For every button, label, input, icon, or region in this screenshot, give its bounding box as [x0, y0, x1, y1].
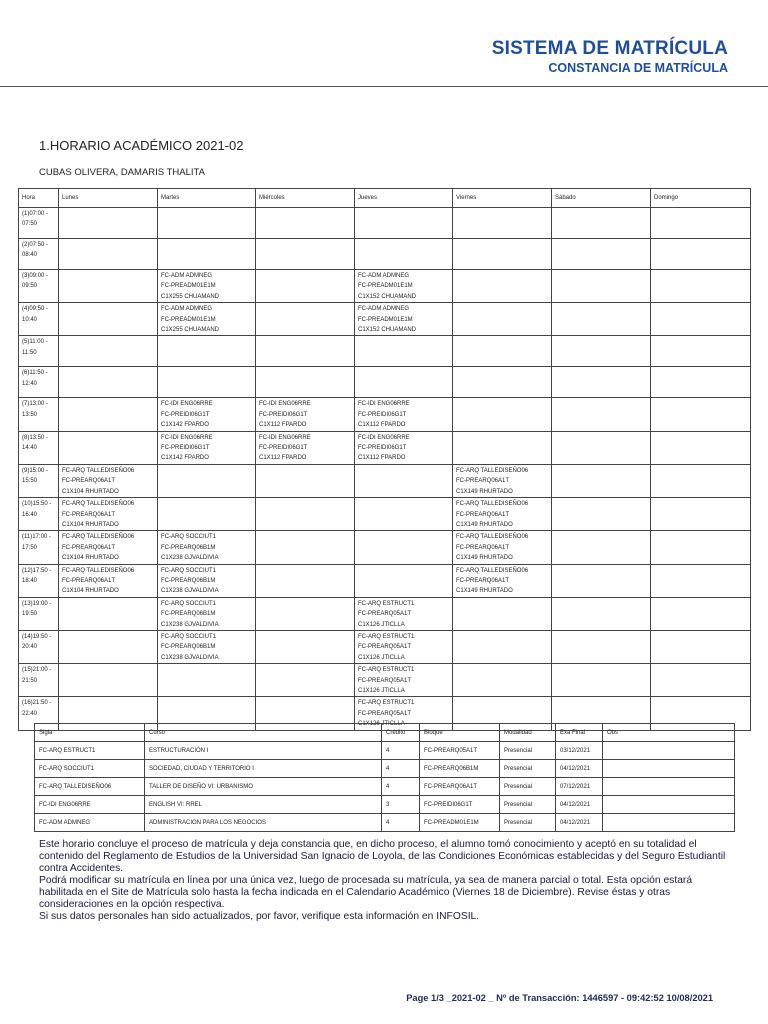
schedule-slot-cell — [453, 498, 552, 531]
schedule-slot-cell — [256, 664, 355, 697]
courses-header-cell: Curso — [145, 724, 382, 742]
schedule-slot-cell — [256, 597, 355, 630]
schedule-slot-cell — [355, 208, 453, 239]
schedule-slot-cell — [651, 208, 751, 239]
schedule-slot-line: FC-ARQ TALLEDISEÑO06 — [62, 467, 135, 474]
schedule-header-cell: Jueves — [355, 189, 453, 208]
schedule-slot-cell — [59, 464, 158, 497]
schedule-slot-cell — [552, 270, 651, 303]
section-title: 1.HORARIO ACADÉMICO 2021-02 — [39, 138, 244, 153]
schedule-slot-line: FC-IDI ENG06RRE — [259, 401, 311, 408]
schedule-slot-cell — [158, 464, 256, 497]
schedule-slot-cell — [59, 498, 158, 531]
schedule-header-cell: Viernes — [453, 189, 552, 208]
schedule-header-cell: Hora — [19, 189, 59, 208]
courses-header-cell: Modalidad — [500, 724, 556, 742]
schedule-row — [19, 367, 751, 398]
info-paragraph: Podrá modificar su matrícula en línea por una única vez, luego de procesada su matrícula, ya sea de manera parcial o total. Esta opción estará habilitada en el Site de Matrícula solo hasta la fecha indicada en el Calendario Académico (Viernes 18 de Diciembre). Revise éstas y otras consideraciones en la opción respectiva. — [39, 875, 693, 910]
schedule-slot-cell — [158, 303, 256, 336]
schedule-hour-cell: (8)13:50 - 14:40 — [19, 431, 59, 464]
courses-cell: ESTRUCTURACIÓN I — [145, 742, 382, 760]
courses-cell: 4 — [382, 742, 420, 760]
schedule-slot-cell — [453, 431, 552, 464]
schedule-slot-cell — [59, 367, 158, 398]
schedule-slot-cell — [552, 336, 651, 367]
student-name: CUBAS OLIVERA, DAMARIS THALITA — [39, 167, 205, 178]
schedule-slot-line: C1X238 GJVALDIVIA — [161, 621, 219, 628]
schedule-slot-line: FC-PREADM01E1M — [161, 283, 216, 290]
schedule-slot-cell — [256, 464, 355, 497]
schedule-hour-cell: (3)09:00 - 09:50 — [19, 270, 59, 303]
courses-cell: FC-IDI ENG06RRE — [35, 796, 145, 814]
schedule-slot-line: FC-ARQ ESTRUCT1 — [358, 600, 415, 607]
info-text — [39, 839, 729, 923]
schedule-slot-cell — [651, 336, 751, 367]
schedule-slot-cell — [59, 664, 158, 697]
schedule-body — [19, 208, 751, 731]
schedule-slot-line: FC-ARQ SOCCIUT1 — [161, 633, 217, 640]
schedule-slot-line: FC-PREARQ06A1T — [456, 577, 510, 584]
schedule-hour-cell: (13)19:00 - 19:50 — [19, 597, 59, 630]
schedule-slot-cell — [158, 336, 256, 367]
courses-row — [35, 760, 735, 778]
courses-row — [35, 814, 735, 832]
schedule-slot-cell — [453, 464, 552, 497]
schedule-slot-cell — [552, 564, 651, 597]
schedule-slot-cell — [59, 431, 158, 464]
schedule-slot-cell — [651, 464, 751, 497]
schedule-slot-line: FC-PREARQ06A1T — [456, 511, 510, 518]
courses-cell — [603, 742, 735, 760]
schedule-slot-cell — [453, 398, 552, 431]
schedule-slot-cell — [355, 270, 453, 303]
schedule-slot-cell — [651, 664, 751, 697]
schedule-row — [19, 239, 751, 270]
schedule-slot-cell — [158, 431, 256, 464]
schedule-slot-line: FC-IDI ENG06RRE — [259, 434, 311, 441]
schedule-slot-cell — [256, 270, 355, 303]
schedule-slot-cell — [651, 239, 751, 270]
schedule-slot-line: C1X149 RHURTADO — [456, 588, 513, 595]
schedule-slot-cell — [552, 239, 651, 270]
schedule-hour-cell: (4)09:50 - 10:40 — [19, 303, 59, 336]
courses-cell: 04/12/2021 — [556, 814, 603, 832]
schedule-slot-cell — [158, 630, 256, 663]
schedule-slot-cell — [651, 630, 751, 663]
schedule-slot-cell — [552, 208, 651, 239]
schedule-header-cell: Domingo — [651, 189, 751, 208]
schedule-slot-cell — [256, 208, 355, 239]
schedule-slot-line: FC-PREARQ05A1T — [358, 644, 412, 651]
schedule-header-cell: Martes — [158, 189, 256, 208]
courses-cell: 3 — [382, 796, 420, 814]
schedule-slot-line: FC-ARQ TALLEDISEÑO06 — [62, 567, 135, 574]
schedule-slot-line: C1X126 JTICLLA — [358, 688, 405, 694]
schedule-slot-cell — [552, 630, 651, 663]
schedule-slot-line: FC-ADM ADMNEG — [358, 306, 409, 313]
schedule-slot-cell — [355, 464, 453, 497]
courses-cell: Presencial — [500, 814, 556, 832]
schedule-slot-line: C1X238 GJVALDIVIA — [161, 588, 219, 595]
schedule-hour-cell: (9)15:00 - 15:50 — [19, 464, 59, 497]
schedule-slot-cell — [59, 303, 158, 336]
schedule-slot-line: FC-ARQ TALLEDISEÑO06 — [456, 567, 529, 574]
schedule-slot-line: FC-PREARQ06A1T — [62, 478, 116, 485]
schedule-hour-cell: (10)15:50 - 16:40 — [19, 498, 59, 531]
schedule-slot-cell — [651, 498, 751, 531]
schedule-slot-cell — [651, 270, 751, 303]
courses-header-cell: Obs — [603, 724, 735, 742]
schedule-slot-cell — [453, 564, 552, 597]
courses-cell: TALLER DE DISEÑO VI: URBANISMO — [145, 778, 382, 796]
schedule-slot-line: FC-PREIDI06G1T — [259, 445, 308, 452]
schedule-slot-cell — [355, 303, 453, 336]
header-divider — [0, 86, 768, 87]
schedule-slot-line: C1X142 FPARDO — [161, 422, 209, 429]
schedule-slot-line: C1X149 RHURTADO — [456, 555, 513, 562]
schedule-slot-line: FC-PREARQ05A1T — [358, 677, 412, 684]
schedule-row — [19, 303, 751, 336]
schedule-slot-cell — [158, 531, 256, 564]
schedule-slot-line: FC-ARQ TALLEDISEÑO06 — [62, 501, 135, 508]
schedule-slot-cell — [651, 367, 751, 398]
schedule-slot-cell — [59, 336, 158, 367]
schedule-slot-line: FC-ARQ SOCCIUT1 — [161, 567, 217, 574]
schedule-slot-line: FC-PREARQ06B1M — [161, 611, 216, 618]
courses-cell: 04/12/2021 — [556, 796, 603, 814]
schedule-slot-line: C1X112 FPARDO — [358, 455, 406, 462]
courses-row — [35, 796, 735, 814]
schedule-slot-line: FC-PREARQ06B1M — [161, 577, 216, 584]
schedule-slot-line: FC-IDI ENG06RRE — [358, 401, 410, 408]
schedule-slot-cell — [552, 531, 651, 564]
schedule-hour-cell: (5)11:00 - 11:50 — [19, 336, 59, 367]
schedule-slot-line: FC-PREARQ06A1T — [62, 577, 116, 584]
schedule-row — [19, 398, 751, 431]
schedule-slot-cell — [453, 270, 552, 303]
schedule-row — [19, 208, 751, 239]
schedule-slot-cell — [59, 564, 158, 597]
schedule-slot-line: FC-ARQ TALLEDISEÑO06 — [62, 534, 135, 541]
schedule-hour-cell: (15)21:00 - 21:50 — [19, 664, 59, 697]
schedule-slot-cell — [59, 531, 158, 564]
courses-cell: FC-PREARQ06A1T — [420, 778, 500, 796]
schedule-slot-cell — [355, 239, 453, 270]
schedule-slot-cell — [651, 431, 751, 464]
schedule-slot-cell — [453, 367, 552, 398]
schedule-slot-line: FC-ARQ TALLEDISEÑO06 — [456, 534, 529, 541]
courses-cell: ENGLISH VI: RREL — [145, 796, 382, 814]
schedule-slot-line: C1X152 CHUAMAND — [358, 293, 417, 300]
schedule-slot-cell — [355, 498, 453, 531]
schedule-slot-line: FC-ARQ SOCCIUT1 — [161, 600, 217, 607]
schedule-hour-cell: (1)07:00 - 07:50 — [19, 208, 59, 239]
schedule-slot-line: FC-ARQ ESTRUCT1 — [358, 633, 415, 640]
schedule-table — [18, 188, 751, 731]
courses-row — [35, 778, 735, 796]
schedule-slot-cell — [59, 630, 158, 663]
header-subtitle: CONSTANCIA DE MATRÍCULA — [548, 61, 728, 75]
schedule-slot-cell — [256, 336, 355, 367]
schedule-slot-line: FC-ADM ADMNEG — [161, 273, 212, 279]
schedule-slot-line: FC-PREARQ06B1M — [161, 644, 216, 651]
schedule-slot-line: C1X104 RHURTADO — [62, 521, 119, 528]
courses-cell: ADMINISTRACION PARA LOS NEGOCIOS — [145, 814, 382, 832]
schedule-slot-cell — [256, 431, 355, 464]
schedule-slot-cell — [158, 498, 256, 531]
schedule-slot-cell — [552, 664, 651, 697]
schedule-slot-cell — [158, 398, 256, 431]
schedule-slot-line: C1X238 GJVALDIVIA — [161, 654, 219, 661]
schedule-slot-line: FC-ADM ADMNEG — [161, 306, 212, 313]
schedule-slot-cell — [355, 564, 453, 597]
schedule-slot-cell — [453, 597, 552, 630]
schedule-slot-cell — [355, 630, 453, 663]
courses-cell: 04/12/2021 — [556, 760, 603, 778]
schedule-hour-cell: (11)17:00 - 17:50 — [19, 531, 59, 564]
schedule-slot-line: C1X126 JTICLLA — [358, 654, 405, 661]
schedule-slot-cell — [651, 531, 751, 564]
schedule-slot-line: C1X112 FPARDO — [259, 422, 307, 429]
schedule-slot-cell — [453, 303, 552, 336]
schedule-slot-line: FC-PREIDI06G1T — [259, 411, 308, 418]
schedule-slot-cell — [59, 398, 158, 431]
courses-cell: 03/12/2021 — [556, 742, 603, 760]
schedule-slot-cell — [158, 597, 256, 630]
schedule-hour-cell: (6)11:50 - 12:40 — [19, 367, 59, 398]
schedule-slot-line: C1X255 CHUAMAND — [161, 293, 220, 300]
courses-cell — [603, 814, 735, 832]
schedule-row — [19, 531, 751, 564]
schedule-slot-cell — [355, 367, 453, 398]
schedule-row — [19, 336, 751, 367]
schedule-header-cell: Sábado — [552, 189, 651, 208]
schedule-slot-line: FC-PREARQ05A1T — [358, 710, 412, 717]
info-paragraph: Este horario concluye el proceso de matrícula y deja constancia que, en dicho proceso, el alumno tomó conocimiento y aceptó en su totalidad el contenido del Reglamento de Estudios de la Universidad San Ignacio de Loyola, de las Condiciones Económicas establecidas y del Seguro Estudiantil contra Accidentes. — [39, 839, 726, 874]
courses-cell: 07/12/2021 — [556, 778, 603, 796]
schedule-slot-cell — [453, 239, 552, 270]
schedule-slot-cell — [552, 498, 651, 531]
courses-cell: FC-PREIDI06G1T — [420, 796, 500, 814]
courses-cell: Presencial — [500, 778, 556, 796]
schedule-slot-cell — [552, 367, 651, 398]
schedule-slot-cell — [59, 239, 158, 270]
schedule-slot-cell — [453, 630, 552, 663]
schedule-slot-line: C1X149 RHURTADO — [456, 488, 513, 495]
courses-cell: FC-ADM ADMNEG — [35, 814, 145, 832]
schedule-row — [19, 431, 751, 464]
courses-cell — [603, 796, 735, 814]
schedule-slot-cell — [256, 630, 355, 663]
courses-header-cell: Bloque — [420, 724, 500, 742]
schedule-slot-line: FC-PREARQ06A1T — [456, 544, 510, 551]
schedule-slot-line: C1X142 FPARDO — [161, 455, 209, 462]
courses-cell: 4 — [382, 778, 420, 796]
courses-row — [35, 742, 735, 760]
schedule-slot-line: FC-PREARQ06A1T — [62, 544, 116, 551]
schedule-slot-line: C1X104 RHURTADO — [62, 588, 119, 595]
schedule-slot-cell — [552, 431, 651, 464]
courses-cell: FC-ARQ SOCCIUT1 — [35, 760, 145, 778]
schedule-row — [19, 630, 751, 663]
schedule-slot-line: FC-PREARQ05A1T — [358, 611, 412, 618]
schedule-slot-line: C1X112 FPARDO — [259, 455, 307, 462]
schedule-hour-cell: (12)17:50 - 18:40 — [19, 564, 59, 597]
schedule-slot-line: C1X238 GJVALDIVIA — [161, 555, 219, 562]
schedule-slot-cell — [453, 208, 552, 239]
schedule-slot-line: FC-IDI ENG06RRE — [161, 434, 213, 441]
schedule-header-cell: Lunes — [59, 189, 158, 208]
schedule-slot-cell — [256, 303, 355, 336]
courses-header-row — [35, 724, 735, 742]
schedule-row — [19, 464, 751, 497]
schedule-row — [19, 597, 751, 630]
schedule-slot-line: FC-ARQ ESTRUCT1 — [358, 667, 415, 674]
schedule-slot-line: C1X126 JTICLLA — [358, 621, 405, 628]
schedule-slot-cell — [552, 464, 651, 497]
schedule-slot-cell — [256, 531, 355, 564]
schedule-slot-cell — [256, 239, 355, 270]
courses-header-cell: Sigla — [35, 724, 145, 742]
schedule-slot-line: C1X126 JTICLLA — [358, 721, 405, 728]
schedule-slot-cell — [651, 303, 751, 336]
schedule-slot-cell — [59, 208, 158, 239]
courses-cell: FC-ARQ ESTRUCT1 — [35, 742, 145, 760]
courses-cell: FC-PREADM01E1M — [420, 814, 500, 832]
schedule-slot-line: FC-PREADM01E1M — [161, 316, 216, 323]
schedule-row — [19, 498, 751, 531]
schedule-hour-cell: (7)13:00 - 13:50 — [19, 398, 59, 431]
schedule-hour-cell: (14)19:50 - 20:40 — [19, 630, 59, 663]
schedule-slot-cell — [158, 367, 256, 398]
schedule-slot-cell — [59, 597, 158, 630]
courses-cell: 4 — [382, 814, 420, 832]
courses-table — [34, 723, 735, 832]
courses-cell: SOCIEDAD, CIUDAD Y TERRITORIO I — [145, 760, 382, 778]
schedule-slot-line: FC-PREIDI06G1T — [161, 411, 210, 418]
schedule-slot-cell — [355, 531, 453, 564]
schedule-hour-cell: (16)21:50 - 22:40 — [19, 697, 59, 730]
schedule-row — [19, 270, 751, 303]
schedule-hour-cell: (2)07:50 - 08:40 — [19, 239, 59, 270]
courses-cell: 4 — [382, 760, 420, 778]
schedule-slot-cell — [158, 208, 256, 239]
schedule-slot-cell — [651, 398, 751, 431]
schedule-slot-cell — [256, 398, 355, 431]
schedule-slot-cell — [256, 564, 355, 597]
schedule-row — [19, 564, 751, 597]
schedule-slot-line: FC-ARQ TALLEDISEÑO06 — [456, 467, 529, 474]
courses-cell: FC-PREARQ06B1M — [420, 760, 500, 778]
schedule-slot-line: FC-IDI ENG06RRE — [161, 401, 213, 408]
schedule-slot-cell — [651, 597, 751, 630]
schedule-slot-cell — [59, 270, 158, 303]
schedule-slot-cell — [355, 431, 453, 464]
schedule-slot-line: FC-PREIDI06G1T — [161, 445, 210, 452]
schedule-slot-cell — [158, 270, 256, 303]
courses-cell: Presencial — [500, 796, 556, 814]
schedule-slot-line: FC-PREARQ06A1T — [62, 511, 116, 518]
info-paragraph: Si sus datos personales han sido actualizados, por favor, verifique esta información en INFOSIL. — [39, 911, 480, 922]
courses-cell: FC-ARQ TALLEDISEÑO06 — [35, 778, 145, 796]
schedule-slot-cell — [355, 398, 453, 431]
schedule-slot-cell — [552, 597, 651, 630]
courses-cell: Presencial — [500, 760, 556, 778]
schedule-slot-cell — [453, 336, 552, 367]
schedule-slot-line: C1X112 FPARDO — [358, 422, 406, 429]
schedule-slot-cell — [256, 498, 355, 531]
schedule-slot-line: C1X152 CHUAMAND — [358, 327, 417, 334]
courses-cell: Presencial — [500, 742, 556, 760]
schedule-slot-cell — [453, 664, 552, 697]
schedule-slot-line: FC-IDI ENG06RRE — [358, 434, 410, 441]
schedule-slot-cell — [158, 564, 256, 597]
schedule-slot-cell — [355, 664, 453, 697]
page-footer: Page 1/3 _2021-02 _ Nº de Transacción: 1446597 - 09:42:52 10/08/2021 — [406, 993, 713, 1003]
schedule-slot-line: FC-PREARQ06B1M — [161, 544, 216, 551]
schedule-slot-line: FC-PREADM01E1M — [358, 316, 413, 323]
schedule-slot-cell — [158, 239, 256, 270]
schedule-slot-cell — [552, 303, 651, 336]
schedule-slot-line: FC-ADM ADMNEG — [358, 273, 409, 279]
schedule-slot-line: C1X149 RHURTADO — [456, 521, 513, 528]
courses-body — [35, 742, 735, 832]
schedule-slot-cell — [355, 336, 453, 367]
courses-cell — [603, 760, 735, 778]
schedule-slot-line: C1X255 CHUAMAND — [161, 327, 220, 334]
courses-cell — [603, 778, 735, 796]
schedule-header-row — [19, 189, 751, 208]
schedule-slot-line: FC-ARQ TALLEDISEÑO06 — [456, 501, 529, 508]
schedule-slot-cell — [355, 597, 453, 630]
schedule-slot-cell — [651, 564, 751, 597]
schedule-slot-line: FC-PREIDI06G1T — [358, 411, 407, 418]
courses-header-cell: Crédito — [382, 724, 420, 742]
schedule-slot-cell — [552, 398, 651, 431]
schedule-slot-line: FC-ARQ SOCCIUT1 — [161, 534, 217, 541]
schedule-row — [19, 664, 751, 697]
courses-cell: FC-PREARQ05A1T — [420, 742, 500, 760]
schedule-slot-cell — [256, 367, 355, 398]
schedule-slot-line: FC-PREADM01E1M — [358, 283, 413, 290]
schedule-header-cell: Miércoles — [256, 189, 355, 208]
schedule-slot-line: FC-PREIDI06G1T — [358, 445, 407, 452]
schedule-slot-line: FC-PREARQ06A1T — [456, 478, 510, 485]
schedule-slot-line: FC-ARQ ESTRUCT1 — [358, 700, 415, 707]
header-title: SISTEMA DE MATRÍCULA — [491, 38, 728, 59]
courses-header-cell: Exa Final — [556, 724, 603, 742]
schedule-slot-cell — [158, 664, 256, 697]
schedule-slot-line: C1X104 RHURTADO — [62, 555, 119, 562]
schedule-slot-line: C1X104 RHURTADO — [62, 488, 119, 495]
schedule-slot-cell — [453, 531, 552, 564]
